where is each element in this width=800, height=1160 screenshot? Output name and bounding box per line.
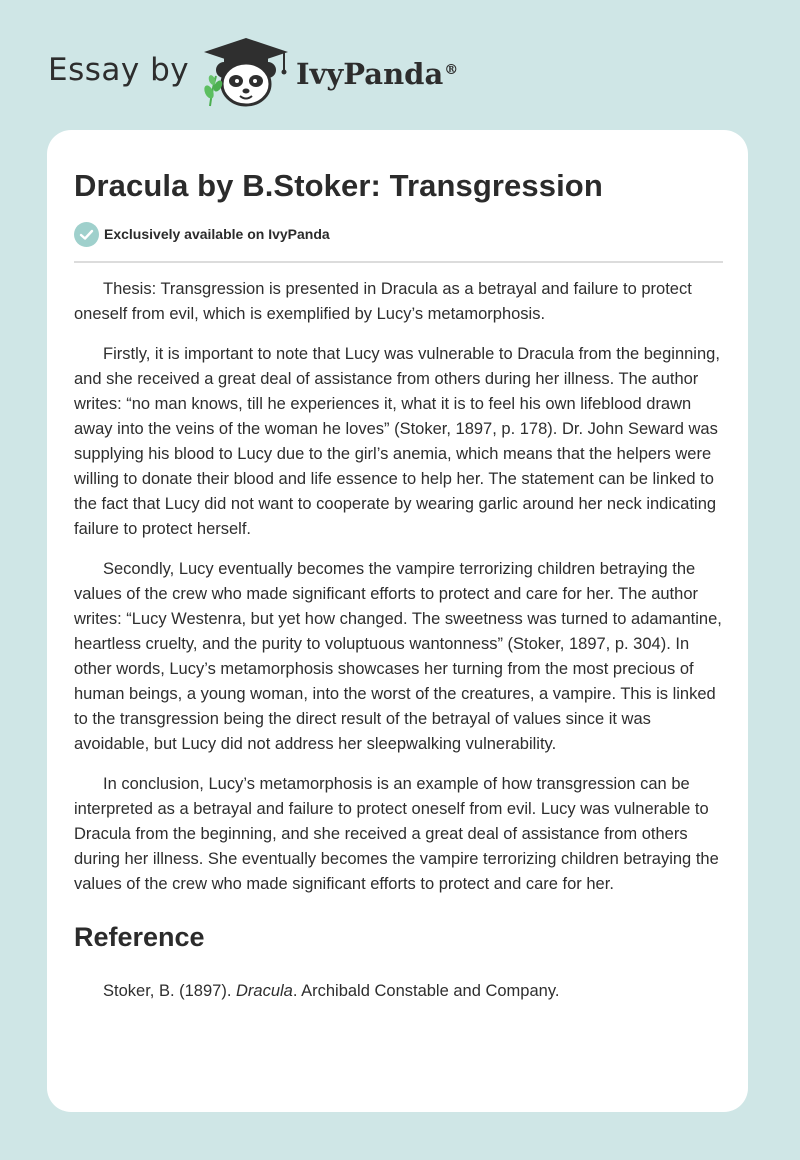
paragraph-conclusion: In conclusion, Lucy’s metamorphosis is an example of how transgression can be interpreted as a betrayal and failure to protect oneself from evil. Lucy was vulnerable to Dracula from the beginning, and she received a great deal of assistance from others during her illness. She eventually becomes the vampire terrorizing children betraying the values of the crew who made significant efforts to protect and care for her. (74, 775, 719, 893)
reference-author-year: Stoker, B. (1897). (103, 982, 236, 1000)
exclusive-badge (74, 222, 330, 246)
paragraph-secondly: Secondly, Lucy eventually becomes the vampire terrorizing children betraying the values of the crew who made significant efforts to protect and care for her. The author writes: “Lucy Westenra, but yet how changed. The sweetness was turned to adamantine, heartless cruelty, and the purity to voluptuous wantonness” (Stoker, 1897, p. 304). In other words, Lucy’s metamorphosis showcases her turning from the most precious of human beings, a young woman, into the worst of the creatures, a vampire. This is linked to the transgression being the direct result of the betrayal of values since it was avoidable, but Lucy did not address her sleepwalking vulnerability. (74, 560, 722, 753)
registered-mark: ® (444, 62, 459, 78)
reference-publisher: . Archibald Constable and Company. (292, 982, 560, 1000)
check-circle-icon (74, 222, 99, 247)
site-header (0, 0, 800, 120)
divider (74, 261, 723, 263)
reference-heading: Reference (74, 922, 205, 952)
reference-title: Dracula (235, 982, 293, 1000)
essay-body (74, 277, 726, 912)
panda-graduate-logo-icon[interactable] (200, 36, 292, 108)
page-title: Dracula by B.Stoker: Transgression (74, 168, 603, 203)
brand-name[interactable] (296, 56, 458, 92)
paragraph-firstly: Firstly, it is important to note that Lucy was vulnerable to Dracula from the beginning, and she received a great deal of assistance from others during her illness. The author writes: “no man knows, till he experiences it, what it is to feel his own lifeblood drawn away into the veins of the woman he loves” (Stoker, 1897, p. 178). Dr. John Seward was supplying his blood to Lucy due to the girl’s anemia, which means that the helpers were willing to donate their blood and life essence to help her. The statement can be linked to the fact that Lucy did not want to cooperate by wearing garlic around her neck indicating failure to protect herself. (74, 345, 720, 538)
reference-entry (103, 979, 559, 1004)
exclusive-badge-label: Exclusively available on IvyPanda (104, 226, 330, 242)
paragraph-thesis: Thesis: Transgression is presented in Dracula as a betrayal and failure to protect oneself from evil, which is exemplified by Lucy’s metamorphosis. (74, 280, 692, 323)
brand-prefix: Essay by (48, 52, 190, 88)
brand-name-text: IvyPanda (296, 57, 444, 91)
essay-card (47, 130, 748, 1112)
